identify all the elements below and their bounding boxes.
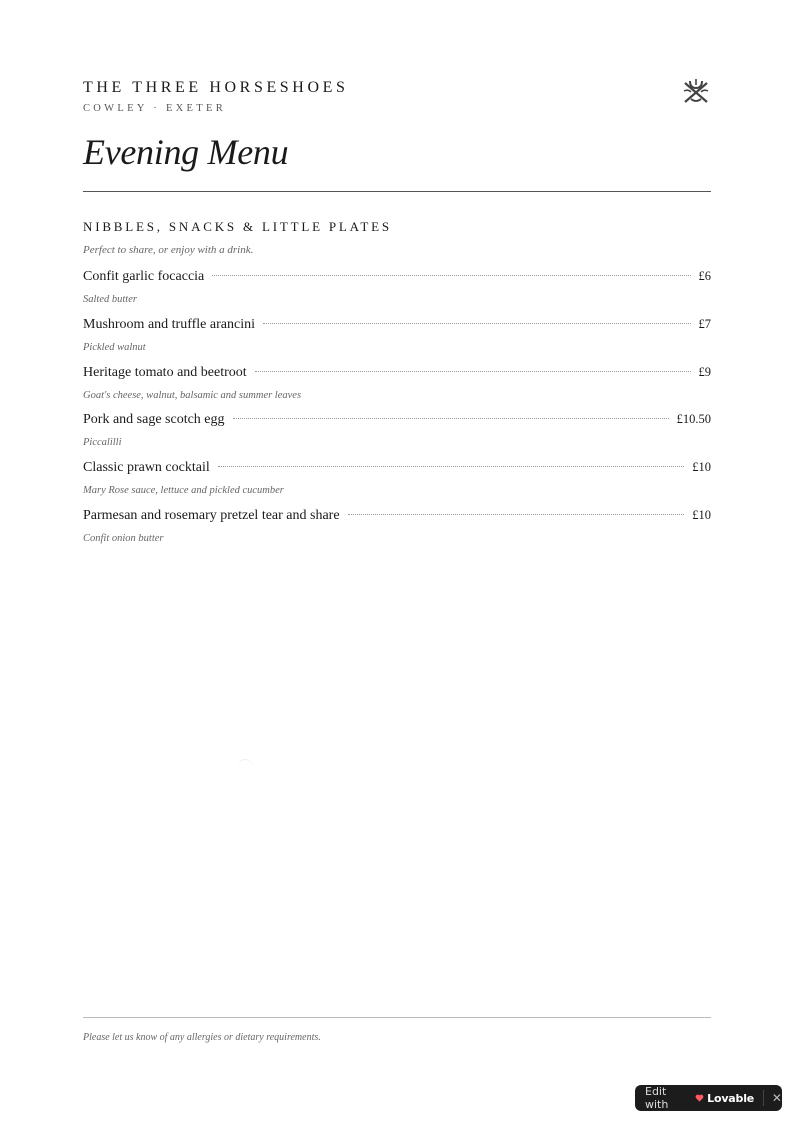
item-description: Pickled walnut bbox=[83, 341, 146, 353]
lovable-heart-icon bbox=[695, 1093, 704, 1103]
item-price: £6 bbox=[698, 269, 711, 283]
item-name: Confit garlic focaccia bbox=[83, 269, 205, 284]
item-name: Pork and sage scotch egg bbox=[83, 412, 225, 428]
menu-page bbox=[83, 0, 711, 1122]
menu-item bbox=[83, 460, 711, 508]
item-name: Heritage tomato and beetroot bbox=[83, 364, 247, 380]
item-price: £10.50 bbox=[676, 412, 711, 427]
faint-decoration bbox=[238, 759, 252, 768]
item-price: £10 bbox=[692, 460, 711, 475]
allergy-note: Please let us know of any allergies or dietary requirements. bbox=[83, 1032, 321, 1043]
badge-brand-label: Lovable bbox=[707, 1091, 755, 1105]
menu-title: Evening Menu bbox=[83, 132, 289, 172]
menu-item bbox=[83, 317, 711, 365]
header-divider bbox=[83, 191, 711, 192]
item-name: Mushroom and truffle arancini bbox=[83, 316, 255, 332]
pub-name: THE THREE HORSESHOES bbox=[83, 79, 349, 96]
close-icon[interactable]: ✕ bbox=[771, 1091, 782, 1105]
item-description: Confit onion butter bbox=[83, 532, 164, 544]
section-subtitle: Perfect to share, or enjoy with a drink. bbox=[83, 244, 254, 256]
badge-edit-label: Edit with bbox=[645, 1085, 669, 1111]
item-description: Mary Rose sauce, lettuce and pickled cucumber bbox=[83, 485, 284, 497]
dot-leader bbox=[255, 371, 691, 372]
item-description: Salted butter bbox=[83, 294, 137, 305]
item-price: £10 bbox=[692, 507, 711, 522]
pub-location: COWLEY · EXETER bbox=[83, 103, 227, 114]
menu-item bbox=[83, 412, 711, 460]
menu-item bbox=[83, 269, 711, 317]
menu-item bbox=[83, 365, 711, 413]
dot-leader bbox=[263, 323, 691, 324]
footer-divider bbox=[83, 1017, 711, 1018]
badge-separator bbox=[763, 1090, 764, 1106]
edit-with-lovable-badge[interactable] bbox=[635, 1085, 782, 1111]
horseshoe-tools-icon bbox=[681, 78, 711, 104]
item-name: Parmesan and rosemary pretzel tear and share bbox=[83, 507, 340, 523]
menu-items bbox=[83, 269, 711, 556]
section-title: NIBBLES, SNACKS & LITTLE PLATES bbox=[83, 219, 392, 234]
dot-leader bbox=[348, 514, 685, 515]
item-price: £9 bbox=[698, 364, 711, 379]
dot-leader bbox=[233, 418, 669, 419]
item-price: £7 bbox=[698, 316, 711, 331]
item-name: Classic prawn cocktail bbox=[83, 460, 210, 476]
item-description: Piccalilli bbox=[83, 437, 122, 449]
dot-leader bbox=[218, 466, 685, 467]
dot-leader bbox=[212, 275, 690, 276]
menu-item bbox=[83, 508, 711, 556]
item-description: Goat's cheese, walnut, balsamic and summer leaves bbox=[83, 389, 302, 401]
